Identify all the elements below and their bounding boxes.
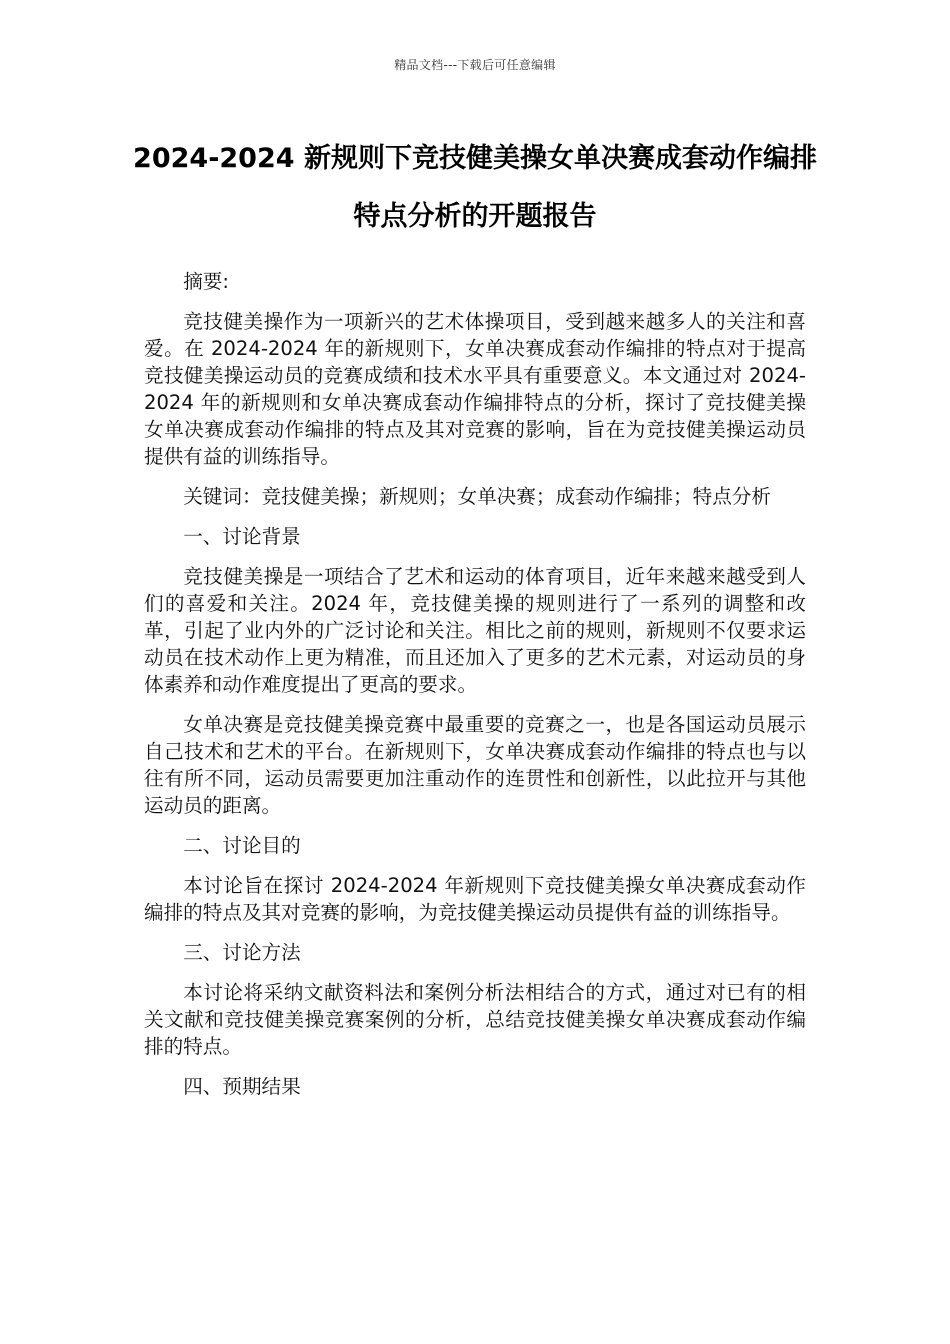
section-paragraph: 竞技健美操是一项结合了艺术和运动的体育项目，近年来越来越受到人们的喜爱和关注。2024 年，竞技健美操的规则进行了一系列的调整和改革，引起了业内外的广泛讨论和关注。相比之前的规则，新规则不仅要求运动员在技术动作上更为精准，而且还加入了更多的艺术元素，对运动员的身体素养和动作难度提出了更高的要求。 (144, 565, 806, 696)
section-heading: 三、讨论方法 (183, 941, 301, 964)
document-body (144, 268, 806, 1113)
section-heading: 一、讨论背景 (183, 525, 301, 548)
header-note: 精品文档---下载后可任意编辑 (394, 58, 556, 72)
abstract-paragraph: 竞技健美操作为一项新兴的艺术体操项目，受到越来越多人的关注和喜爱。在 2024-2024 年的新规则下，女单决赛成套动作编排的特点对于提高竞技健美操运动员的竞赛成绩和技术水平具有重要意义。本文通过对 2024-2024 年的新规则和女单决赛成套动作编排特点的分析，探讨了竞技健美操女单决赛成套动作编排的特点及其对竞赛的影响，旨在为竞技健美操运动员提供有益的训练指导。 (144, 310, 806, 468)
section-paragraph: 本讨论旨在探讨 2024-2024 年新规则下竞技健美操女单决赛成套动作编排的特点及其对竞赛的影响，为竞技健美操运动员提供有益的训练指导。 (144, 874, 806, 924)
document-title: 2024-2024 新规则下竞技健美操女单决赛成套动作编排特点分析的开题报告 (133, 143, 817, 232)
keywords-paragraph: 关键词：竞技健美操；新规则；女单决赛；成套动作编排；特点分析 (183, 485, 771, 508)
section-heading: 四、预期结果 (183, 1075, 301, 1098)
section-paragraph: 女单决赛是竞技健美操竞赛中最重要的竞赛之一，也是各国运动员展示自己技术和艺术的平台。在新规则下，女单决赛成套动作编排的特点也与以往有所不同，运动员需要更加注重动作的连贯性和创新性，以此拉开与其他运动员的距离。 (144, 713, 806, 817)
section-paragraph: 本讨论将采纳文献资料法和案例分析法相结合的方式，通过对已有的相关文献和竞技健美操竞赛案例的分析，总结竞技健美操女单决赛成套动作编排的特点。 (144, 981, 806, 1058)
abstract-label: 摘要: (183, 270, 229, 293)
section-heading: 二、讨论目的 (183, 834, 301, 857)
